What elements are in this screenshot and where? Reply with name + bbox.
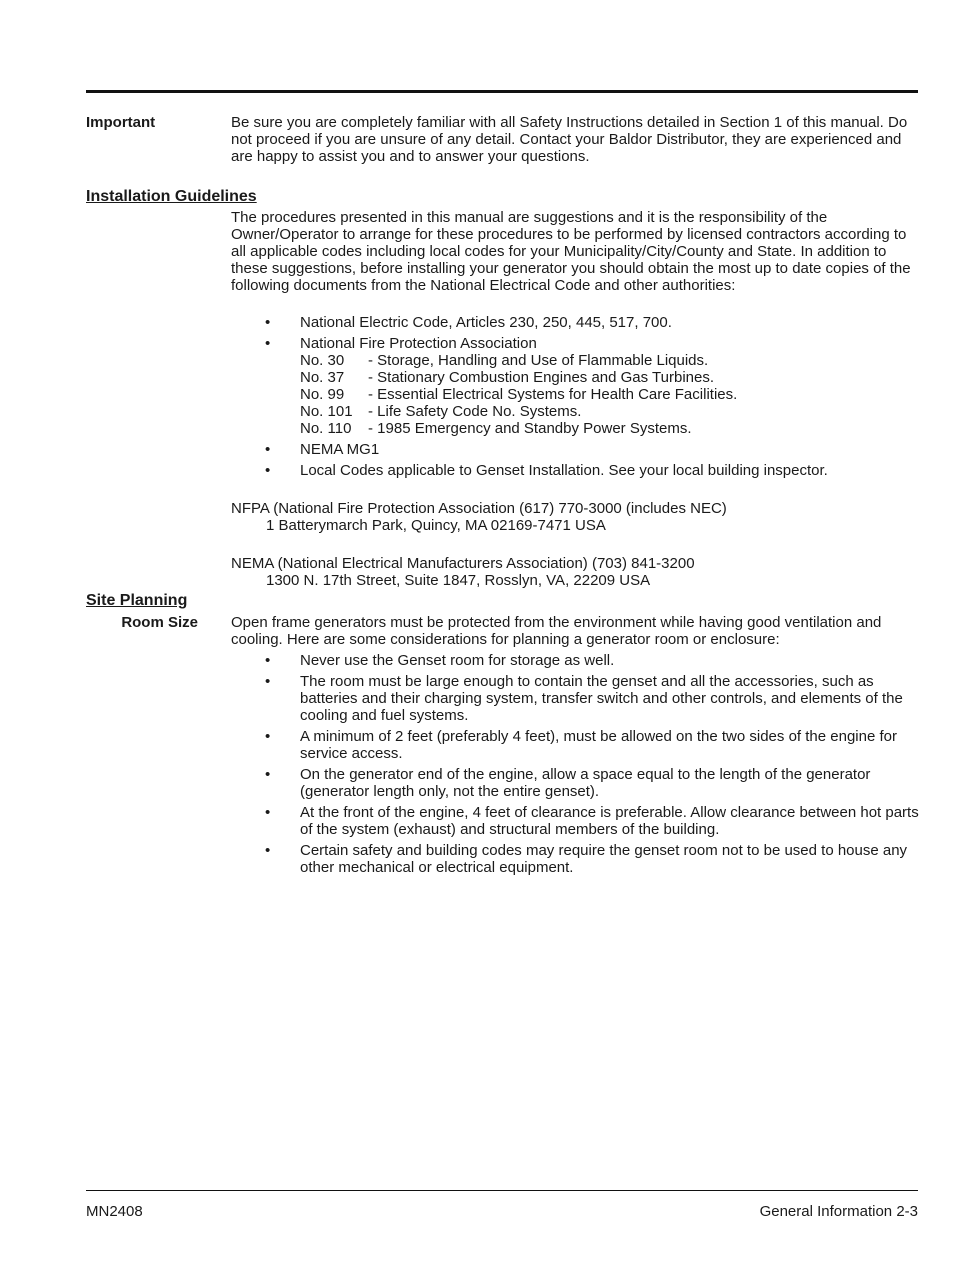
list-item: • On the generator end of the engine, allow a space equal to the length of the generator (generator length only, not the entire genset). bbox=[265, 766, 871, 800]
nfpa-standard-row bbox=[300, 403, 921, 420]
important-text: Be sure you are completely familiar with all Safety Instructions detailed in Section 1 of this manual. Do not proceed if you are unsure of any detail. Contact your Baldor Distributor, they are experienced and are happy to assist you and to answer your questions. bbox=[231, 114, 908, 165]
nfpa-number: No. 30 bbox=[300, 352, 345, 369]
nfpa-number: No. 110 bbox=[300, 420, 352, 437]
nfpa-standard-row bbox=[300, 369, 921, 386]
nfpa-standard-row bbox=[300, 386, 921, 403]
nfpa-standard-row bbox=[300, 352, 921, 369]
bullet-icon: • bbox=[265, 766, 271, 783]
list-item: • National Fire Protection Association No. 30 - Storage, Handling and Use of Flammable Liquids. No. 37 - Stationary Combustion Engines and Gas Turbines. No. 99 - Essential Electrical Systems for Health Care Facilities. No. 101 - Life Safety Code No. Systems. No. 110 - 1985 Emergency and Standby Power Systems. bbox=[231, 335, 921, 437]
nfpa-description: - Life Safety Code No. Systems. bbox=[368, 403, 582, 420]
document-number: MN2408 bbox=[86, 1203, 143, 1220]
bullet-icon: • bbox=[265, 314, 271, 331]
installation-bullet-list bbox=[231, 314, 921, 483]
site-planning-heading: Site Planning bbox=[86, 592, 188, 609]
nfpa-number: No. 99 bbox=[300, 386, 345, 403]
site-planning-bullet-list bbox=[231, 652, 921, 880]
nema-address: 1300 N. 17th Street, Suite 1847, Rosslyn, VA, 22209 USA bbox=[266, 572, 651, 589]
bullet-icon: • bbox=[265, 441, 271, 458]
nfpa-contact bbox=[231, 500, 921, 534]
nfpa-description: - Stationary Combustion Engines and Gas Turbines. bbox=[368, 369, 715, 386]
installation-guidelines-heading: Installation Guidelines bbox=[86, 188, 257, 205]
list-item: • NEMA MG1 bbox=[265, 441, 380, 458]
installation-intro: The procedures presented in this manual are suggestions and it is the responsibility of the Owner/Operator to arrange for these procedures to be performed by licensed contractors according to all applicable codes including local codes for your Municipality/City/County and State. In addition to these suggestions, before installing your generator you should obtain the most up to date copies of the following documents from the National Electrical Code and other authorities: bbox=[231, 209, 911, 294]
footer-rule bbox=[86, 1190, 918, 1191]
bullet-icon: • bbox=[265, 842, 271, 859]
important-label: Important bbox=[86, 114, 156, 131]
nfpa-description: - Storage, Handling and Use of Flammable Liquids. bbox=[368, 352, 709, 369]
site-planning-intro: Open frame generators must be protected from the environment while having good ventilation and cooling. Here are some considerations for planning a generator room or enclosure: bbox=[231, 614, 882, 648]
nfpa-description: - 1985 Emergency and Standby Power Systems. bbox=[368, 420, 692, 437]
bullet-icon: • bbox=[265, 652, 271, 669]
list-item: • Local Codes applicable to Genset Installation. See your local building inspector. bbox=[265, 462, 828, 479]
list-item: • At the front of the engine, 4 feet of clearance is preferable. Allow clearance between hot parts of the system (exhaust) and structural members of the building. bbox=[265, 804, 919, 838]
list-item: • A minimum of 2 feet (preferably 4 feet), must be allowed on the two sides of the engine for service access. bbox=[265, 728, 897, 762]
nema-contact bbox=[231, 555, 921, 589]
bullet-icon: • bbox=[265, 673, 271, 690]
nfpa-description: - Essential Electrical Systems for Health Care Facilities. bbox=[368, 386, 738, 403]
page-number: General Information 2-3 bbox=[759, 1203, 918, 1220]
bullet-icon: • bbox=[265, 335, 271, 352]
list-item: • Never use the Genset room for storage as well. bbox=[265, 652, 615, 669]
top-rule bbox=[86, 90, 918, 93]
nema-contact-line: NEMA (National Electrical Manufacturers Association) (703) 841-3200 bbox=[231, 555, 695, 572]
nfpa-standard-row bbox=[300, 420, 921, 437]
bullet-icon: • bbox=[265, 728, 271, 745]
bullet-icon: • bbox=[265, 804, 271, 821]
list-item: • The room must be large enough to contain the genset and all the accessories, such as batteries and their charging system, transfer switch and other controls, and elements of the cooling and fuel systems. bbox=[265, 673, 903, 724]
nfpa-contact-line: NFPA (National Fire Protection Association (617) 770-3000 (includes NEC) bbox=[231, 500, 727, 517]
room-size-label: Room Size bbox=[121, 614, 198, 631]
bullet-icon: • bbox=[265, 462, 271, 479]
list-item: • Certain safety and building codes may require the genset room not to be used to house any other mechanical or electrical equipment. bbox=[265, 842, 908, 876]
list-item: • National Electric Code, Articles 230, 250, 445, 517, 700. bbox=[265, 314, 672, 331]
nfpa-address: 1 Batterymarch Park, Quincy, MA 02169-7471 USA bbox=[266, 517, 606, 534]
nfpa-number: No. 101 bbox=[300, 403, 353, 420]
nfpa-number: No. 37 bbox=[300, 369, 345, 386]
